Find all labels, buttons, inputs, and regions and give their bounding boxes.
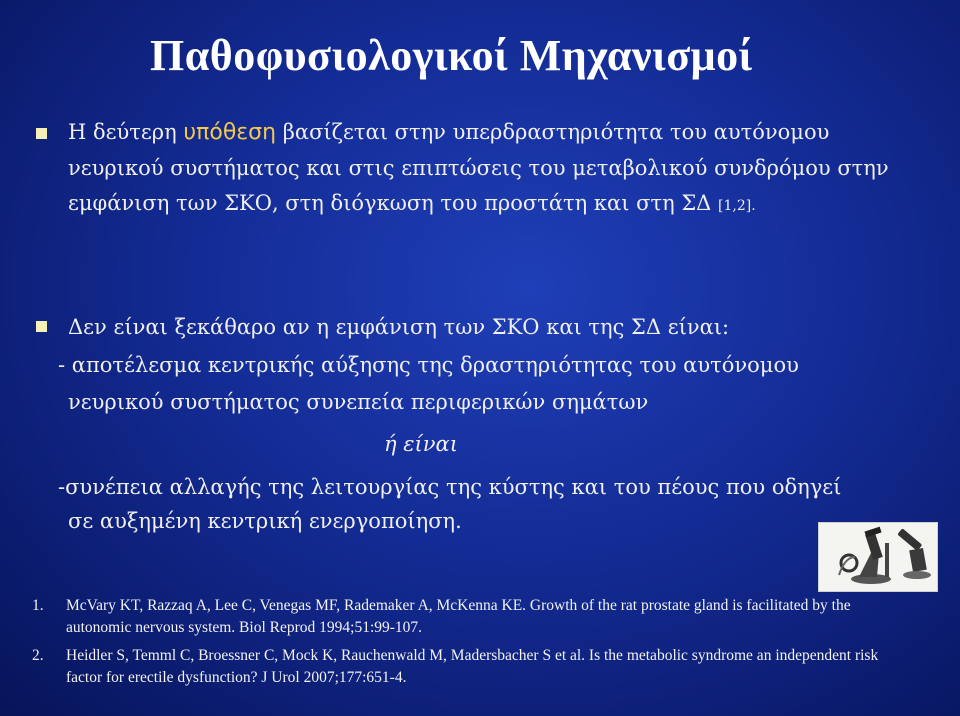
slide-title: Παθοφυσιολογικοί Μηχανισμοί bbox=[150, 31, 753, 80]
option1-line1: - αποτέλεσμα κεντρικής αύξησης της δραστηριότητας του αυτόνομου bbox=[58, 353, 799, 377]
bullet-marker bbox=[36, 128, 47, 139]
references bbox=[32, 595, 912, 695]
bullet1-citation: [1,2]. bbox=[718, 198, 756, 214]
option2-line2: σε αυξημένη κεντρική ενεργοποίηση. bbox=[68, 509, 462, 533]
reference-number: 2. bbox=[32, 647, 44, 664]
microscope-icon bbox=[819, 523, 937, 591]
reference-text: Heidler S, Temml C, Broessner C, Mock K, Rauchenwald M, Madersbacher S et al. Is the metabolic syndrome an independent risk factor for erectile dysfunction? J Urol 2007;177:651-4. bbox=[66, 647, 879, 686]
option1-line2: νευρικού συστήματος συνεπεία περιφερικών σημάτων bbox=[68, 390, 649, 414]
bullet1-prefix: Η δεύτερη bbox=[68, 120, 184, 144]
bullet-marker bbox=[36, 321, 47, 332]
or-text: ή είναι bbox=[384, 432, 458, 456]
reference-number: 1. bbox=[32, 597, 44, 614]
option2-line1: -συνέπεια αλλαγής της λειτουργίας της κύστης και του πέους που οδηγεί bbox=[58, 475, 842, 499]
bullet1-text: βασίζεται στην υπερδραστηριότητα του αυτόνομου νευρικού συστήματος και στις επιπτώσεις του μεταβολικού συνδρόμου στην εμφάνιση των ΣΚΟ, στη διόγκωση του προστάτη και στη ΣΔ bbox=[68, 120, 889, 215]
reference-item bbox=[32, 645, 912, 689]
bullet2-heading: Δεν είναι ξεκάθαρο αν η εμφάνιση των ΣΚΟ και της ΣΔ είναι: bbox=[68, 315, 730, 339]
bullet-hypothesis bbox=[68, 115, 928, 225]
microscope-illustration bbox=[818, 522, 938, 592]
reference-text: McVary KT, Razzaq A, Lee C, Venegas MF, Rademaker A, McKenna KE. Growth of the rat prostate gland is facilitated by the autonomic nervous system. Biol Reprod 1994;51:99-107. bbox=[66, 597, 851, 636]
hypothesis-highlight: υπόθεση bbox=[183, 120, 277, 145]
reference-item bbox=[32, 595, 912, 639]
